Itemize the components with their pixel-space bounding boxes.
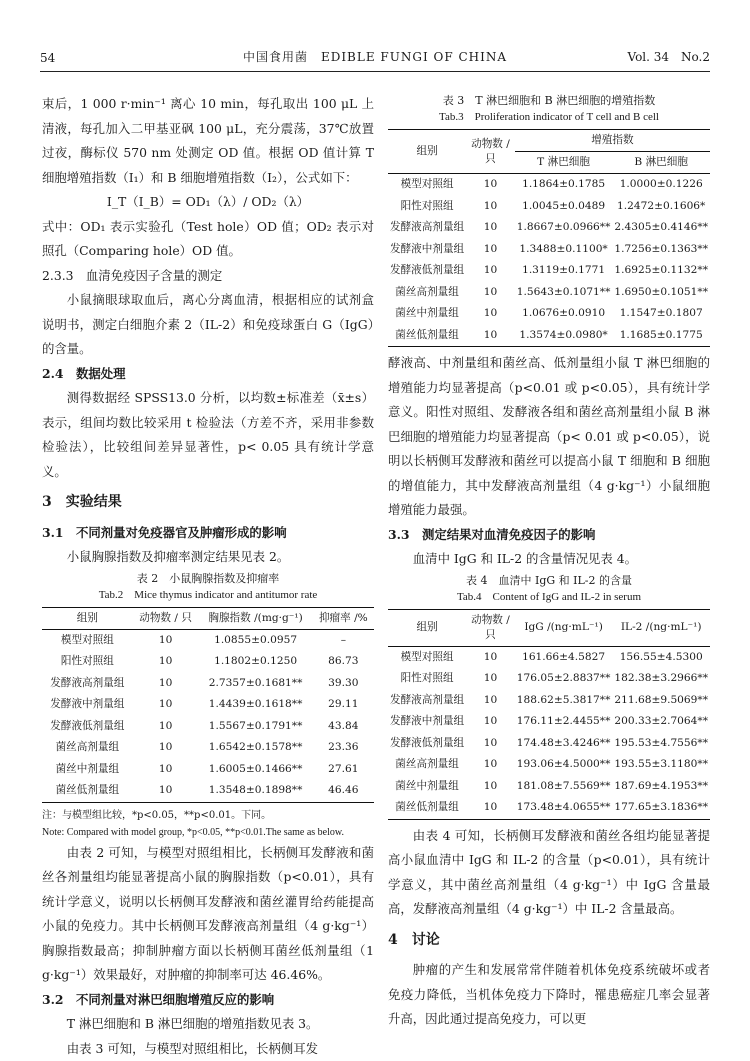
cell: 模型对照组 [388,174,466,196]
cell: 发酵液高剂量组 [388,217,466,239]
column-header: 动物数 / 只 [133,607,199,629]
cell: 173.48±4.0655** [515,797,613,819]
cell: 29.11 [313,694,374,716]
column-header: 组别 [42,607,133,629]
column-header: 动物数 / 只 [466,609,515,646]
table-note: 注：与模型组比较，*p<0.05，**p<0.01。下同。 [42,807,374,824]
cell: 1.2472±0.1606* [612,196,710,218]
paragraph: 式中：OD₁ 表示实验孔（Test hole）OD 值；OD₂ 表示对照孔（Comparing hole）OD 值。 [42,215,374,264]
cell: 1.7256±0.1363** [612,239,710,261]
cell: 10 [133,737,199,759]
cell: 10 [466,282,515,304]
paragraph: 测得数据经 SPSS13.0 分析，以均数±标准差（x̄±s）表示，组间均数比较采用 t 检验法（方差不齐，采用非参数检验法），比较组间差异显著性，p< 0.05 具有统计学意义。 [42,386,374,484]
table-caption: 表 4 血清中 IgG 和 IL-2 的含量 [388,572,710,589]
cell: 46.46 [313,780,374,802]
table-row [42,716,374,738]
cell: 模型对照组 [388,646,466,668]
cell: 1.1864±0.1785 [515,174,613,196]
cell: 1.3548±0.1898** [198,780,312,802]
cell: 200.33±2.7064** [612,711,710,733]
cell: 187.69±4.1953** [612,776,710,798]
cell: 10 [466,646,515,668]
cell: 39.30 [313,673,374,695]
table-caption-en: Tab.3 Proliferation indicator of T cell and B cell [388,109,710,126]
cell: 193.06±4.5000** [515,754,613,776]
cell: 菌丝中剂量组 [388,776,466,798]
cell: 10 [133,694,199,716]
column-header: IgG /(ng·mL⁻¹) [515,609,613,646]
cell: 174.48±3.4246** [515,733,613,755]
table-row [388,282,710,304]
cell: 23.36 [313,737,374,759]
cell: 1.3119±0.1771 [515,260,613,282]
cell: 182.38±3.2966** [612,668,710,690]
cell: 菌丝低剂量组 [388,797,466,819]
cell: 发酵液低剂量组 [388,260,466,282]
column-header: 抑瘤率 /% [313,607,374,629]
table-row [388,174,710,196]
cell: 1.0855±0.0957 [198,629,312,651]
cell: 10 [133,716,199,738]
cell: 10 [466,776,515,798]
cell: 10 [466,668,515,690]
table-row [388,733,710,755]
paragraph: 由表 3 可知，与模型对照组相比，长柄侧耳发 [42,1037,374,1061]
paragraph: 束后，1 000 r·min⁻¹ 离心 10 min，每孔取出 100 μL 上清液，每孔加入二甲基亚砜 100 μL，充分震荡，37℃放置过夜，酶标仪 570 nm 处测定 OD 值。根据 OD 值计算 T 细胞增殖指数（I₁）和 B 细胞增殖指数（I₂），公式如下： [42,92,374,190]
cell: 发酵液高剂量组 [42,673,133,695]
table-caption: 表 2 小鼠胸腺指数及抑瘤率 [42,570,374,587]
volume-info: Vol. 34 No.2 [628,48,711,65]
column-header: IL-2 /(ng·mL⁻¹) [612,609,710,646]
cell: 176.05±2.8837** [515,668,613,690]
cell: 10 [466,239,515,261]
cell: 10 [133,629,199,651]
cell: – [313,629,374,651]
section-heading: 2.4 数据处理 [42,362,374,387]
cell: 2.7357±0.1681** [198,673,312,695]
cell: 发酵液低剂量组 [388,733,466,755]
cell: 1.1802±0.1250 [198,651,312,673]
cell: 菌丝中剂量组 [388,303,466,325]
cell: 发酵液中剂量组 [388,239,466,261]
cell: 菌丝高剂量组 [42,737,133,759]
paragraph: 肿瘤的产生和发展常常伴随着机体免疫系统破坏或者免疫力降低，当机体免疫力下降时，罹患癌症几率会显著升高，因此通过提高免疫力，可以更 [388,958,710,1032]
cell: 10 [466,711,515,733]
table-row [388,776,710,798]
cell: 10 [133,780,199,802]
paragraph: 由表 4 可知，长柄侧耳发酵液和菌丝各组均能显著提高小鼠血清中 IgG 和 IL-2 的含量（p<0.01），具有统计学意义，其中菌丝高剂量组（4 g·kg⁻¹）中 IgG 含量最高，发酵液高剂量组（4 g·kg⁻¹）中 IL-2 含量最高。 [388,824,710,922]
cell: 菌丝低剂量组 [42,780,133,802]
column-header: 组别 [388,609,466,646]
section-heading: 3.3 测定结果对血清免疫因子的影响 [388,523,710,548]
section-heading: 3.2 不同剂量对淋巴细胞增殖反应的影响 [42,988,374,1013]
table-row [388,217,710,239]
cell: 188.62±5.3817** [515,690,613,712]
table-row [42,780,374,802]
cell: 1.1685±0.1775 [612,325,710,347]
cell: 211.68±9.5069** [612,690,710,712]
cell: 菌丝高剂量组 [388,282,466,304]
cell: 27.61 [313,759,374,781]
cell: 1.5643±0.1071** [515,282,613,304]
cell: 菌丝高剂量组 [388,754,466,776]
cell: 156.55±4.5300 [612,646,710,668]
column-header: 组别 [388,130,466,174]
column-header: 胸腺指数 /(mg·g⁻¹) [198,607,312,629]
cell: 195.53±4.7556** [612,733,710,755]
paragraph: 由表 2 可知，与模型对照组相比，长柄侧耳发酵液和菌丝各剂量组均能显著提高小鼠的胸腺指数（p<0.01），具有统计学意义，说明以长柄侧耳发酵液和菌丝灌胃给药能提高小鼠的免疫力。其中长柄侧耳发酵液高剂量组（4 g·kg⁻¹）胸腺指数最高；抑制肿瘤方面以长柄侧耳菌丝低剂量组（1 g·kg⁻¹）效果最好，对肿瘤的抑制率可达 46.46%。 [42,841,374,988]
cell: 10 [466,754,515,776]
table-row [388,239,710,261]
table-row [388,711,710,733]
cell: 发酵液中剂量组 [42,694,133,716]
table-caption: 表 3 T 淋巴细胞和 B 淋巴细胞的增殖指数 [388,92,710,109]
cell: 发酵液中剂量组 [388,711,466,733]
cell: 1.0676±0.0910 [515,303,613,325]
cell: 1.8667±0.0966** [515,217,613,239]
column-header: 增殖指数 [515,130,710,152]
table-2 [42,607,374,803]
section-heading: 2.3.3 血清免疫因子含量的测定 [42,264,374,289]
table-row [388,754,710,776]
table-note-en: Note: Compared with model group, *p<0.05, **p<0.01.The same as below. [42,824,374,841]
cell: 菌丝中剂量组 [42,759,133,781]
cell: 10 [466,797,515,819]
table-row [42,759,374,781]
cell: 10 [466,303,515,325]
paragraph: T 淋巴细胞和 B 淋巴细胞的增殖指数见表 3。 [42,1012,374,1037]
table-row [388,260,710,282]
cell: 10 [466,217,515,239]
cell: 1.1547±0.1807 [612,303,710,325]
cell: 10 [466,196,515,218]
page-header [40,46,710,72]
left-column [42,92,374,1061]
cell: 发酵液低剂量组 [42,716,133,738]
page-number: 54 [40,51,55,65]
cell: 2.4305±0.4146** [612,217,710,239]
table-caption-en: Tab.2 Mice thymus indicator and antitumor rate [42,587,374,604]
cell: 193.55±3.1180** [612,754,710,776]
cell: 86.73 [313,651,374,673]
cell: 发酵液高剂量组 [388,690,466,712]
section-heading: 4 讨论 [388,928,710,953]
column-header: T 淋巴细胞 [515,152,613,174]
section-heading: 3.1 不同剂量对免疫器官及肿瘤形成的影响 [42,521,374,546]
cell: 10 [466,325,515,347]
column-header: B 淋巴细胞 [612,152,710,174]
cell: 菌丝低剂量组 [388,325,466,347]
table-row [42,629,374,651]
cell: 1.0000±0.1226 [612,174,710,196]
cell: 181.08±7.5569** [515,776,613,798]
table-row [388,196,710,218]
cell: 10 [133,673,199,695]
table-4 [388,609,710,820]
table-row [388,668,710,690]
cell: 1.6542±0.1578** [198,737,312,759]
paragraph: 血清中 IgG 和 IL-2 的含量情况见表 4。 [388,547,710,572]
table-row [42,673,374,695]
table-3 [388,129,710,347]
cell: 10 [466,260,515,282]
cell: 1.6925±0.1132** [612,260,710,282]
cell: 43.84 [313,716,374,738]
table-row [388,797,710,819]
cell: 模型对照组 [42,629,133,651]
cell: 10 [466,690,515,712]
cell: 1.6005±0.1466** [198,759,312,781]
cell: 阳性对照组 [388,668,466,690]
cell: 1.0045±0.0489 [515,196,613,218]
table-row [388,325,710,347]
table-row [388,690,710,712]
cell: 10 [133,651,199,673]
cell: 阳性对照组 [42,651,133,673]
table-row [42,694,374,716]
section-heading: 3 实验结果 [42,490,374,515]
paragraph: 小鼠摘眼球取血后，离心分离血清，根据相应的试剂盒说明书，测定白细胞介素 2（IL-2）和免疫球蛋白 G（IgG）的含量。 [42,288,374,362]
cell: 176.11±2.4455** [515,711,613,733]
cell: 1.5567±0.1791** [198,716,312,738]
cell: 10 [133,759,199,781]
table-row [388,646,710,668]
journal-title: 中国食用菌 EDIBLE FUNGI OF CHINA [40,48,710,65]
table-caption-en: Tab.4 Content of IgG and IL-2 in serum [388,589,710,606]
right-column [388,92,710,1032]
cell: 161.66±4.5827 [515,646,613,668]
cell: 1.4439±0.1618** [198,694,312,716]
formula: I_T（I_B）= OD₁（λ）/ OD₂（λ） [42,190,374,215]
column-header: 动物数 / 只 [466,130,515,174]
table-row [42,737,374,759]
table-row [42,651,374,673]
cell: 1.3488±0.1100* [515,239,613,261]
cell: 10 [466,174,515,196]
paragraph: 小鼠胸腺指数及抑瘤率测定结果见表 2。 [42,545,374,570]
cell: 177.65±3.1836** [612,797,710,819]
cell: 10 [466,733,515,755]
cell: 1.3574±0.0980* [515,325,613,347]
paragraph: 酵液高、中剂量组和菌丝高、低剂量组小鼠 T 淋巴细胞的增殖能力均显著提高（p<0.01 或 p<0.05），具有统计学意义。阳性对照组、发酵液各组和菌丝高剂量组小鼠 B 淋巴细胞的增殖能力均显著提高（p< 0.01 或 p<0.05），说明以长柄侧耳发酵液和菌丝可以提高小鼠 T 细胞和 B 细胞的增值能力，其中发酵液高剂量组（4 g·kg⁻¹）小鼠细胞增殖能力最强。 [388,351,710,523]
table-row [388,303,710,325]
cell: 1.6950±0.1051** [612,282,710,304]
cell: 阳性对照组 [388,196,466,218]
